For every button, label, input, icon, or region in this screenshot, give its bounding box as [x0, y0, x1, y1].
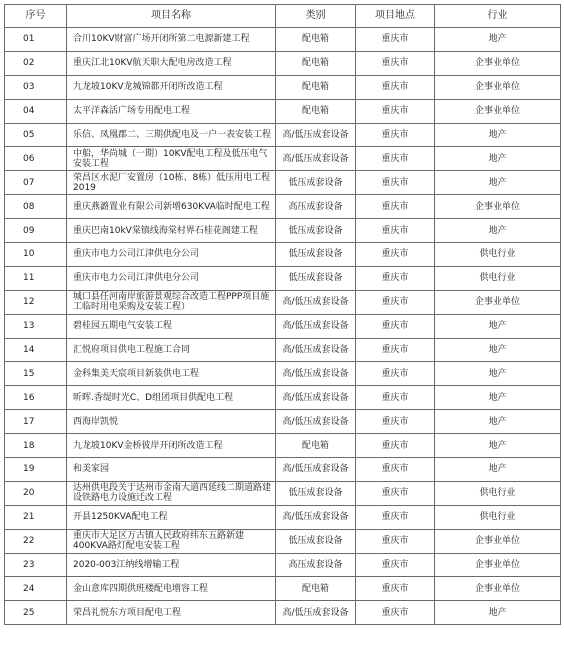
table-row	[5, 266, 561, 290]
project-name: 荣昌区水泥厂安置房（10栋、8栋）低压用电工程2019	[67, 171, 276, 195]
category: 高/低压成套设备	[276, 362, 356, 386]
row-number: 24	[5, 577, 67, 601]
table-row	[5, 171, 561, 195]
industry: 企事业单位	[435, 553, 561, 577]
industry: 企事业单位	[435, 99, 561, 123]
industry: 供电行业	[435, 481, 561, 505]
project-name: 乐信、凤凰郡二、三期供配电及一户一表安装工程	[67, 123, 276, 147]
row-number: 06	[5, 147, 67, 171]
location: 重庆市	[356, 75, 435, 99]
category: 低压成套设备	[276, 266, 356, 290]
industry: 地产	[435, 410, 561, 434]
location: 重庆市	[356, 266, 435, 290]
category: 配电箱	[276, 51, 356, 75]
table-row	[5, 75, 561, 99]
category: 高/低压成套设备	[276, 458, 356, 482]
header-industry: 行业	[435, 5, 561, 28]
industry: 地产	[435, 147, 561, 171]
project-name: 金科集美天宸项目新装供电工程	[67, 362, 276, 386]
category: 高/低压成套设备	[276, 147, 356, 171]
row-number: 02	[5, 51, 67, 75]
category: 高/低压成套设备	[276, 505, 356, 529]
header-category: 类别	[276, 5, 356, 28]
category: 高/低压成套设备	[276, 338, 356, 362]
table-header-row	[5, 5, 561, 28]
table-row	[5, 99, 561, 123]
category: 配电箱	[276, 577, 356, 601]
location: 重庆市	[356, 171, 435, 195]
industry: 地产	[435, 171, 561, 195]
project-name: 重庆燕潞置业有限公司新增630KVA临时配电工程	[67, 195, 276, 219]
category: 高/低压成套设备	[276, 314, 356, 338]
project-name: 金山意库四期供班楼配电增容工程	[67, 577, 276, 601]
industry: 地产	[435, 458, 561, 482]
header-name: 项目名称	[67, 5, 276, 28]
project-name: 重庆市电力公司江津供电分公司	[67, 266, 276, 290]
project-name: 西海岸凯悦	[67, 410, 276, 434]
category: 高压成套设备	[276, 553, 356, 577]
industry: 企事业单位	[435, 51, 561, 75]
row-number: 09	[5, 219, 67, 243]
category: 高/低压成套设备	[276, 290, 356, 314]
location: 重庆市	[356, 290, 435, 314]
location: 重庆市	[356, 219, 435, 243]
location: 重庆市	[356, 51, 435, 75]
table-row	[5, 147, 561, 171]
project-name: 碧桂园五期电气安装工程	[67, 314, 276, 338]
row-number: 15	[5, 362, 67, 386]
location: 重庆市	[356, 99, 435, 123]
project-name: 汇悦府项目供电工程施工合同	[67, 338, 276, 362]
row-number: 05	[5, 123, 67, 147]
table-row	[5, 314, 561, 338]
row-number: 08	[5, 195, 67, 219]
table-row	[5, 386, 561, 410]
row-number: 17	[5, 410, 67, 434]
row-number: 21	[5, 505, 67, 529]
row-number: 13	[5, 314, 67, 338]
table-row	[5, 481, 561, 505]
table-row	[5, 529, 561, 553]
row-number: 10	[5, 243, 67, 267]
industry: 地产	[435, 123, 561, 147]
project-name: 重庆江北10KV航天职大配电房改造工程	[67, 51, 276, 75]
category: 配电箱	[276, 99, 356, 123]
location: 重庆市	[356, 577, 435, 601]
category: 低压成套设备	[276, 481, 356, 505]
project-table	[4, 4, 561, 625]
location: 重庆市	[356, 434, 435, 458]
table-row	[5, 195, 561, 219]
location: 重庆市	[356, 386, 435, 410]
category: 低压成套设备	[276, 529, 356, 553]
table-row	[5, 219, 561, 243]
project-name: 荣昌礼悦东方项目配电工程	[67, 601, 276, 625]
row-number: 22	[5, 529, 67, 553]
row-number: 07	[5, 171, 67, 195]
table-row	[5, 243, 561, 267]
location: 重庆市	[356, 601, 435, 625]
row-number: 16	[5, 386, 67, 410]
category: 配电箱	[276, 75, 356, 99]
category: 低压成套设备	[276, 243, 356, 267]
project-name: 重庆市电力公司江津供电分公司	[67, 243, 276, 267]
project-table-wrap	[4, 4, 561, 625]
location: 重庆市	[356, 338, 435, 362]
industry: 供电行业	[435, 266, 561, 290]
row-number: 19	[5, 458, 67, 482]
industry: 企事业单位	[435, 290, 561, 314]
project-name: 开县1250KVA配电工程	[67, 505, 276, 529]
row-number: 03	[5, 75, 67, 99]
industry: 地产	[435, 28, 561, 52]
table-row	[5, 577, 561, 601]
row-number: 01	[5, 28, 67, 52]
table-body	[5, 28, 561, 625]
row-number: 25	[5, 601, 67, 625]
industry: 供电行业	[435, 243, 561, 267]
row-number: 23	[5, 553, 67, 577]
project-name: 重庆巴南10kV棠镇线海棠村界石桂花阁建工程	[67, 219, 276, 243]
industry: 地产	[435, 601, 561, 625]
location: 重庆市	[356, 481, 435, 505]
table-row	[5, 434, 561, 458]
row-number: 14	[5, 338, 67, 362]
location: 重庆市	[356, 243, 435, 267]
table-row	[5, 601, 561, 625]
category: 低压成套设备	[276, 171, 356, 195]
header-no: 序号	[5, 5, 67, 28]
table-row	[5, 505, 561, 529]
location: 重庆市	[356, 147, 435, 171]
industry: 企事业单位	[435, 529, 561, 553]
project-name: 九龙坡10KV金桥彼岸开闭所改造工程	[67, 434, 276, 458]
industry: 地产	[435, 434, 561, 458]
location: 重庆市	[356, 410, 435, 434]
location: 重庆市	[356, 195, 435, 219]
table-row	[5, 28, 561, 52]
category: 高/低压成套设备	[276, 410, 356, 434]
table-row	[5, 290, 561, 314]
category: 高压成套设备	[276, 195, 356, 219]
location: 重庆市	[356, 458, 435, 482]
project-name: 2020-003江纳线增输工程	[67, 553, 276, 577]
industry: 地产	[435, 338, 561, 362]
industry: 地产	[435, 362, 561, 386]
table-row	[5, 410, 561, 434]
row-number: 18	[5, 434, 67, 458]
header-location: 项目地点	[356, 5, 435, 28]
category: 配电箱	[276, 28, 356, 52]
project-name: 中船，华尚城（一期）10KV配电工程及低压电气安装工程	[67, 147, 276, 171]
row-number: 04	[5, 99, 67, 123]
project-name: 城口县任河南岸旅游景观综合改造工程PPP项目施工临时用电采购及安装工程）	[67, 290, 276, 314]
table-row	[5, 51, 561, 75]
category: 高/低压成套设备	[276, 386, 356, 410]
table-row	[5, 458, 561, 482]
industry: 地产	[435, 314, 561, 338]
location: 重庆市	[356, 505, 435, 529]
industry: 企事业单位	[435, 195, 561, 219]
row-number: 12	[5, 290, 67, 314]
industry: 地产	[435, 386, 561, 410]
table-row	[5, 338, 561, 362]
project-name: 合川10KV财富广场开闭所第二电源新建工程	[67, 28, 276, 52]
table-row	[5, 362, 561, 386]
industry: 供电行业	[435, 505, 561, 529]
location: 重庆市	[356, 314, 435, 338]
project-name: 重庆市大足区万古镇人民政府纬东五路新建400KVA路灯配电安装工程	[67, 529, 276, 553]
project-name: 和美家园	[67, 458, 276, 482]
category: 配电箱	[276, 434, 356, 458]
row-number: 20	[5, 481, 67, 505]
category: 高/低压成套设备	[276, 601, 356, 625]
project-name: 太平洋森活广场专用配电工程	[67, 99, 276, 123]
industry: 地产	[435, 219, 561, 243]
industry: 企事业单位	[435, 75, 561, 99]
table-row	[5, 123, 561, 147]
location: 重庆市	[356, 123, 435, 147]
location: 重庆市	[356, 553, 435, 577]
project-name: 昕晖.香缇时光C、D组团项目供配电工程	[67, 386, 276, 410]
industry: 企事业单位	[435, 577, 561, 601]
project-name: 九龙坡10KV龙城锦都开闭所改造工程	[67, 75, 276, 99]
location: 重庆市	[356, 362, 435, 386]
project-name: 达州供电段关于达州市金南大道西延线二期道路建设铁路电力设施迁改工程	[67, 481, 276, 505]
category: 低压成套设备	[276, 219, 356, 243]
table-row	[5, 553, 561, 577]
location: 重庆市	[356, 28, 435, 52]
category: 高/低压成套设备	[276, 123, 356, 147]
row-number: 11	[5, 266, 67, 290]
location: 重庆市	[356, 529, 435, 553]
